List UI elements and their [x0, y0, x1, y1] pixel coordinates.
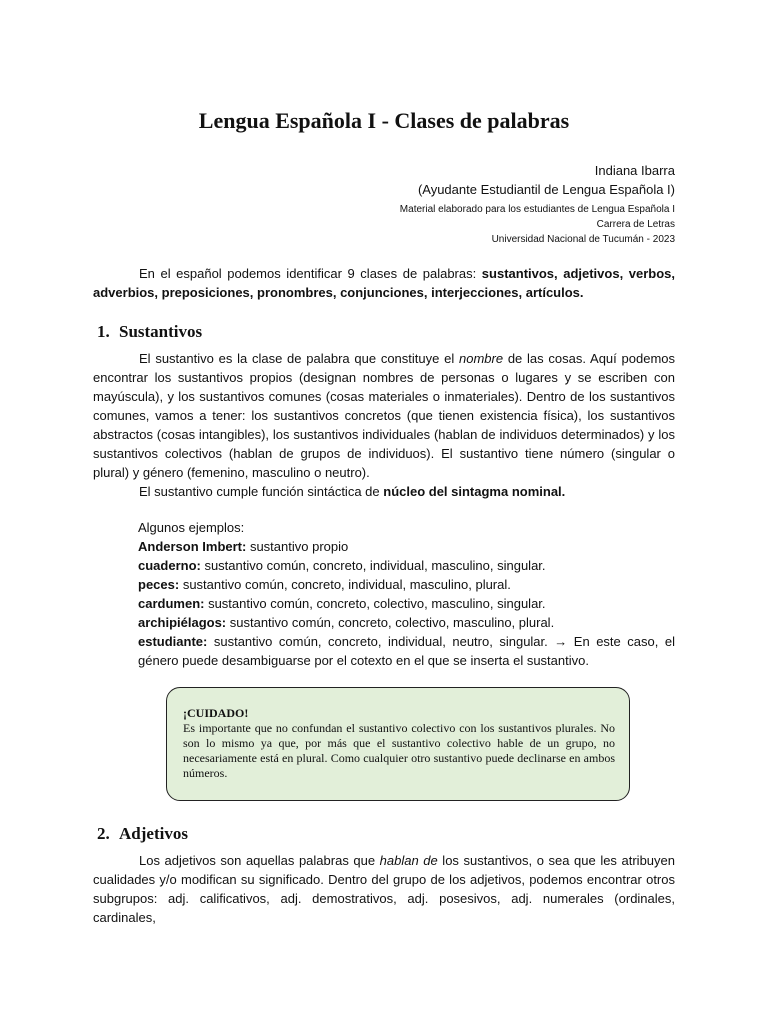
section-heading-adjetivos: [97, 824, 188, 844]
example-desc: sustantivo común, concreto, individual, neutro, singular. → En este caso, el género puede desambiguarse por el cotexto en el que se inserta el sustantivo.: [138, 634, 675, 668]
definition-text-cont: de las cosas. Aquí podemos encontrar los sustantivos propios (designan nombres de personas o lugares y se escriben con mayúscula), y los sustantivos comunes (cosas materiales o inmateriales). Dentro de los sustantivos comunes, vamos a tener: los sustantivos concretos (que tienen existencia física), los sustantivos abstractos (cosas intangibles), los sustantivos individuales (hablan de individuos determinados) y los sustantivos colectivos (hablan de grupos de individuos). El sustantivo tiene número (singular o plural) y género (femenino, masculino o neutro).: [93, 351, 675, 480]
examples-block: [138, 518, 675, 670]
definition-italic: hablan de: [379, 853, 438, 868]
examples-intro: Algunos ejemplos:: [138, 520, 245, 535]
sustantivos-definition: [93, 349, 675, 482]
definition-text: Los adjetivos son aquellas palabras que: [139, 853, 380, 868]
example-item: [138, 575, 675, 594]
definition-text: El sustantivo es la clase de palabra que constituye el: [139, 351, 459, 366]
author-name: Indiana Ibarra: [594, 163, 675, 178]
example-desc: sustantivo propio: [246, 539, 349, 554]
sustantivos-function: [93, 482, 675, 501]
example-term: estudiante:: [138, 634, 208, 649]
definition-text-cont: los sustantivos, o sea que les atribuyen cualidades y/o modifican su significado. Dentro del grupo de los adjetivos, podemos encontrar otros subgrupos: adj. calificativos, adj. demostrativos, adj. posesivos, adj. numerales (ordinales, cardinales,: [93, 853, 675, 925]
function-text: El sustantivo cumple función sintáctica de: [139, 484, 384, 499]
intro-text: En el español podemos identificar 9 clases de palabras:: [139, 266, 482, 281]
example-term: cuaderno:: [138, 558, 201, 573]
example-item: [138, 613, 675, 632]
intro-word-classes: sustantivos, adjetivos, verbos, adverbios, preposiciones, pronombres, conjunciones, interjecciones, artículos.: [93, 266, 675, 300]
section-heading-sustantivos: [97, 322, 202, 342]
career-note: Carrera de Letras: [596, 219, 675, 230]
section-title: Sustantivos: [119, 322, 203, 341]
material-note: Material elaborado para los estudiantes de Lengua Española I: [399, 204, 675, 215]
adjetivos-definition: [93, 851, 675, 927]
example-desc: sustantivo común, concreto, colectivo, masculino, plural.: [226, 615, 555, 630]
author-role: (Ayudante Estudiantil de Lengua Española I): [417, 182, 675, 197]
callout-body: Es importante que no confundan el sustantivo colectivo con los sustantivos plurales. No son lo mismo ya que, por más que el sustantivo colectivo hable de un grupo, no necesariamente está en plural. Como cualquier otro sustantivo puede declinarse en ambos números.: [183, 721, 615, 780]
example-desc: sustantivo común, concreto, individual, masculino, singular.: [200, 558, 546, 573]
example-term: archipiélagos:: [138, 615, 227, 630]
intro-paragraph: [93, 264, 675, 302]
example-item: [138, 632, 675, 670]
university-note: Universidad Nacional de Tucumán - 2023: [491, 234, 675, 245]
section-number: 2.: [97, 824, 110, 843]
example-term: peces:: [138, 577, 180, 592]
callout-text: [183, 706, 615, 781]
section-number: 1.: [97, 322, 110, 341]
example-term: Anderson Imbert:: [138, 539, 247, 554]
section-title: Adjetivos: [119, 824, 188, 843]
warning-callout: [166, 687, 630, 801]
example-desc: sustantivo común, concreto, individual, masculino, plural.: [179, 577, 511, 592]
example-item: [138, 556, 675, 575]
example-term: cardumen:: [138, 596, 205, 611]
example-item: [138, 537, 675, 556]
definition-italic: nombre: [459, 351, 504, 366]
example-item: [138, 594, 675, 613]
function-bold: núcleo del sintagma nominal.: [383, 484, 566, 499]
callout-heading: ¡CUIDADO!: [183, 706, 249, 720]
example-desc: sustantivo común, concreto, colectivo, masculino, singular.: [204, 596, 546, 611]
document-title: Lengua Española I - Clases de palabras: [198, 108, 570, 133]
